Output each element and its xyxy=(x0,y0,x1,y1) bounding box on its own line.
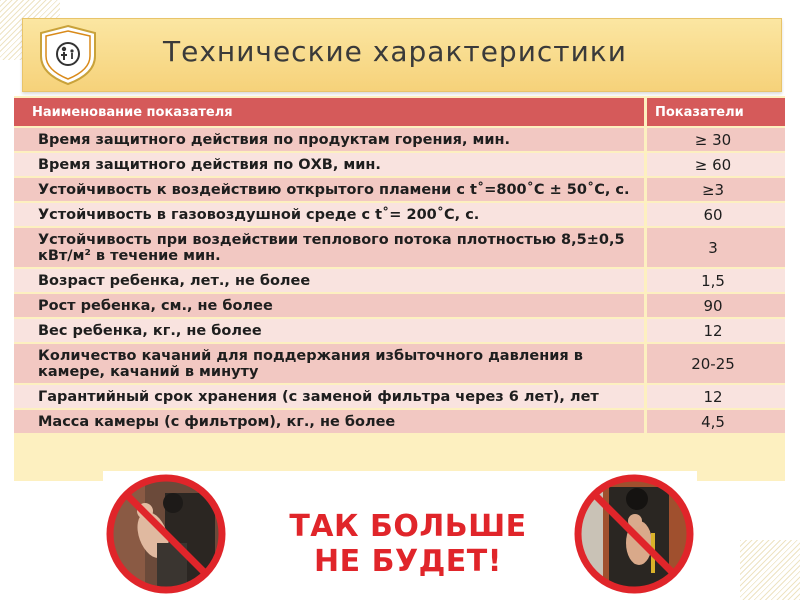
table-row xyxy=(14,153,785,176)
row-name: Вес ребенка, кг., не более xyxy=(14,319,644,342)
row-name: Масса камеры (с фильтром), кг., не более xyxy=(14,410,644,433)
table-row xyxy=(14,178,785,201)
shield-logo-icon xyxy=(37,24,99,86)
row-name: Устойчивость в газовоздушной среде с t˚= 200˚С, с. xyxy=(14,203,644,226)
row-value: 1,5 xyxy=(644,269,785,292)
column-header-value: Показатели xyxy=(644,98,785,126)
row-name: Количество качаний для поддержания избыточного давления в камере, качаний в минуту xyxy=(14,344,644,383)
prohibited-rescue-photo-icon xyxy=(573,473,695,595)
table-row xyxy=(14,385,785,408)
row-value: 12 xyxy=(644,385,785,408)
row-name: Время защитного действия по продуктам горения, мин. xyxy=(14,128,644,151)
row-name: Гарантийный срок хранения (с заменой фильтра через 6 лет), лет xyxy=(14,385,644,408)
row-name: Возраст ребенка, лет., не более xyxy=(14,269,644,292)
table-row xyxy=(14,344,785,383)
row-value: ≥ 60 xyxy=(644,153,785,176)
row-name: Рост ребенка, см., не более xyxy=(14,294,644,317)
column-header-name: Наименование показателя xyxy=(14,98,644,126)
row-name: Время защитного действия по ОХВ, мин. xyxy=(14,153,644,176)
table-row xyxy=(14,203,785,226)
slogan-line-1: ТАК БОЛЬШЕ xyxy=(289,509,527,544)
table-header-row xyxy=(14,98,785,126)
slogan xyxy=(273,509,543,579)
corner-decoration xyxy=(740,540,800,600)
row-value: 60 xyxy=(644,203,785,226)
slogan-line-2: НЕ БУДЕТ! xyxy=(314,544,502,579)
row-value: 3 xyxy=(644,228,785,267)
row-value: 12 xyxy=(644,319,785,342)
prohibited-rescue-photo-icon xyxy=(105,473,227,595)
warning-banner xyxy=(103,471,697,600)
table-row xyxy=(14,269,785,292)
row-value: ≥3 xyxy=(644,178,785,201)
table-row xyxy=(14,410,785,433)
specs-table xyxy=(14,96,785,481)
row-name: Устойчивость к воздействию открытого пламени с t˚=800˚С ± 50˚С, с. xyxy=(14,178,644,201)
table-row xyxy=(14,128,785,151)
row-name: Устойчивость при воздействии теплового потока плотностью 8,5±0,5 кВт/м² в течение мин. xyxy=(14,228,644,267)
table-row xyxy=(14,294,785,317)
row-value: 4,5 xyxy=(644,410,785,433)
page-title: Технические характеристики xyxy=(163,35,627,68)
row-value: 20-25 xyxy=(644,344,785,383)
row-value: 90 xyxy=(644,294,785,317)
row-value: ≥ 30 xyxy=(644,128,785,151)
table-row xyxy=(14,228,785,267)
title-banner xyxy=(22,18,782,92)
table-row xyxy=(14,319,785,342)
